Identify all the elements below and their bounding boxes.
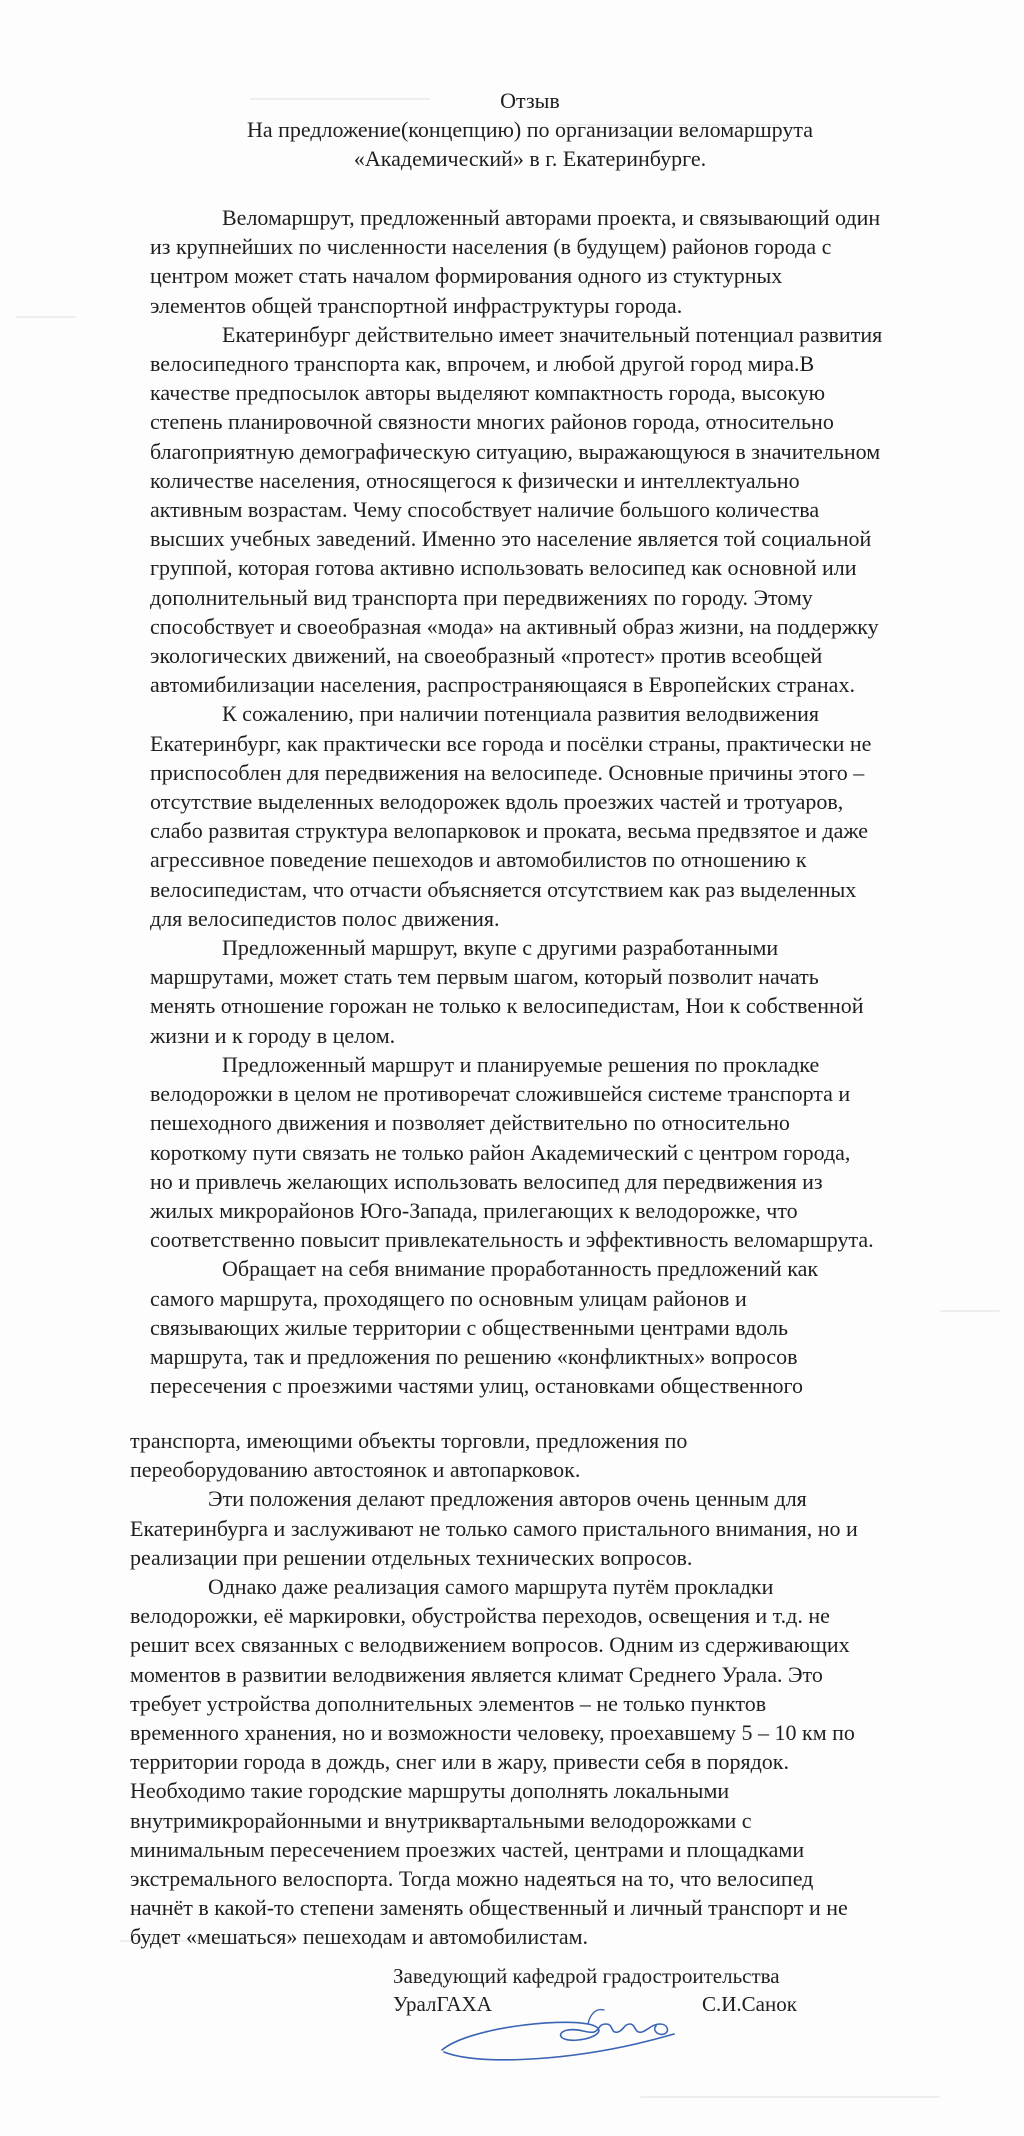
section-1-line	[150, 612, 990, 641]
document-header	[200, 86, 860, 173]
section-1-line	[150, 904, 990, 933]
document-subtitle-line-2: «Академический» в г. Екатеринбурге.	[353, 146, 707, 171]
line-text: Екатеринбург, как практически все города и посёлки страны, практически не	[150, 730, 872, 756]
line-text: отсутствие выделенных велодорожек вдоль проезжих частей и тротуаров,	[150, 789, 844, 815]
section-2-line	[130, 1718, 980, 1747]
section-1-line	[150, 991, 990, 1020]
section-1-line	[150, 466, 990, 495]
line-text: степень планировочной связности многих районов города, относительно	[150, 409, 834, 435]
section-1-line	[150, 203, 990, 232]
line-text: экстремального велоспорта. Тогда можно надеяться на то, что велосипед	[130, 1866, 814, 1892]
line-text: требует устройства дополнительных элементов – не только пунктов	[130, 1690, 767, 1716]
signatory-organization: УралГАХА	[393, 1992, 492, 2016]
section-1-line	[150, 495, 990, 524]
document-title: Отзыв	[500, 88, 560, 113]
section-1-line	[150, 1167, 990, 1196]
line-text: пешеходного движения и позволяет действительно по относительно	[150, 1110, 790, 1136]
line-text: пересечения с проезжими частями улиц, остановками общественного	[150, 1373, 803, 1399]
section-1-line	[150, 729, 990, 758]
line-text: автомибилизации населения, распространяющаяся в Европейских странах.	[150, 672, 855, 698]
body-section-1	[150, 203, 990, 1400]
section-1-line	[150, 524, 990, 553]
section-1-line	[150, 1371, 990, 1400]
scan-artifact	[640, 2096, 940, 2098]
section-1-line	[150, 1196, 990, 1225]
line-text: Обращает на себя внимание проработанность предложений как	[222, 1256, 819, 1282]
section-1-line	[150, 641, 990, 670]
section-1-line	[150, 1284, 990, 1313]
section-2-line	[130, 1426, 980, 1455]
line-text: велодорожки в целом не противоречат сложившейся системе транспорта и	[150, 1081, 851, 1107]
section-1-line	[150, 962, 990, 991]
line-text: самого маршрута, проходящего по основным улицам районов и	[150, 1285, 747, 1311]
section-2-line	[130, 1660, 980, 1689]
section-1-line	[150, 1138, 990, 1167]
line-text: реализации при решении отдельных технических вопросов.	[130, 1544, 693, 1570]
section-1-line	[150, 787, 990, 816]
section-1-line	[150, 875, 990, 904]
line-text: минимальным пересечением проезжих частей, центрами и площадками	[130, 1836, 805, 1862]
line-text: велодорожки, её маркировки, обустройства переходов, освещения и т.д. не	[130, 1603, 830, 1629]
section-1-line	[150, 1254, 990, 1283]
line-text: центром может стать началом формирования одного из стуктурных	[150, 263, 783, 289]
section-2-line	[130, 1922, 980, 1951]
line-text: приспособлен для передвижения на велосипеде. Основные причины этого –	[150, 759, 865, 785]
section-1-line	[150, 261, 990, 290]
section-1-line	[150, 437, 990, 466]
section-1-line	[150, 758, 990, 787]
section-1-line	[150, 1313, 990, 1342]
section-1-line	[150, 349, 990, 378]
section-2-line	[130, 1864, 980, 1893]
signatory-title: Заведующий кафедрой градостроительства	[393, 1964, 780, 1988]
section-1-line	[150, 407, 990, 436]
line-text: из крупнейших по численности населения (в будущем) районов города с	[150, 234, 832, 260]
line-text: велосипедистам, что отчасти объясняется отсутствием как раз выделенных	[150, 876, 857, 902]
section-2-line	[130, 1572, 980, 1601]
line-text: для велосипедистов полос движения.	[150, 905, 500, 931]
line-text: моментов в развитии велодвижения является климат Среднего Урала. Это	[130, 1661, 823, 1687]
line-text: внутримикрорайонными и внутриквартальными велодорожками с	[130, 1807, 752, 1833]
line-text: велосипедного транспорта как, впрочем, и любой другой город мира.В	[150, 351, 815, 377]
section-1-line	[150, 1050, 990, 1079]
section-1-line	[150, 670, 990, 699]
line-text: маршрутами, может стать тем первым шагом, который позволит начать	[150, 964, 819, 990]
signatory-name: С.И.Санок	[702, 1992, 797, 2016]
section-2-line	[130, 1543, 980, 1572]
line-text: Предложенный маршрут, вкупе с другими разработанными	[222, 935, 779, 961]
section-1-line	[150, 291, 990, 320]
scan-artifact	[16, 316, 76, 318]
section-1-line	[150, 583, 990, 612]
section-2-line	[130, 1776, 980, 1805]
section-2-line	[130, 1806, 980, 1835]
line-text: менять отношение горожан не только к велосипедистам, Нои к собственной	[150, 993, 864, 1019]
section-1-line	[150, 1108, 990, 1137]
handwritten-signature	[438, 1988, 688, 2068]
line-text: способствует и своеобразная «мода» на активный образ жизни, на поддержку	[150, 613, 879, 639]
line-text: группой, которая готова активно использовать велосипед как основной или	[150, 555, 857, 581]
line-text: начнёт в какой-то степени заменять общественный и личный транспорт и не	[130, 1895, 848, 1921]
line-text: активным возрастам. Чему способствует наличие большого количества	[150, 497, 820, 523]
line-text: Необходимо такие городские маршруты дополнять локальными	[130, 1778, 730, 1804]
line-text: Эти положения делают предложения авторов очень ценным для	[208, 1486, 807, 1512]
section-2-line	[130, 1601, 980, 1630]
line-text: Предложенный маршрут и планируемые решения по прокладке	[222, 1051, 820, 1077]
line-text: Однако даже реализация самого маршрута путём прокладки	[208, 1574, 774, 1600]
line-text: решит всех связанных с велодвижением вопросов. Одним из сдерживающих	[130, 1632, 850, 1658]
section-2-line	[130, 1835, 980, 1864]
section-1-line	[150, 816, 990, 845]
body-section-2	[130, 1426, 980, 1952]
line-text: будет «мешаться» пешеходам и автомобилистам.	[130, 1924, 589, 1950]
line-text: Веломаршрут, предложенный авторами проекта, и связывающий один	[222, 205, 881, 230]
line-text: слабо развитая структура велопарковок и проката, весьма предвзятое и даже	[150, 818, 869, 844]
line-text: благоприятную демографическую ситуацию, выражающуюся в значительном	[150, 438, 881, 464]
line-text: Екатеринбурга и заслуживают не только самого пристального внимания, но и	[130, 1515, 858, 1541]
line-text: короткому пути связать не только район Академический с центром города,	[150, 1139, 851, 1165]
section-1-line	[150, 699, 990, 728]
section-1-line	[150, 553, 990, 582]
document-subtitle-line-1: На предложение(концепцию) по организации веломаршрута	[246, 117, 814, 142]
line-text: Екатеринбург действительно имеет значительный потенциал развития	[222, 321, 883, 347]
section-1-line	[150, 232, 990, 261]
line-text: но и привлечь желающих использовать велосипед для передвижения из	[150, 1168, 823, 1194]
line-text: агрессивное поведение пешеходов и автомобилистов по отношению к	[150, 847, 807, 873]
section-2-line	[130, 1893, 980, 1922]
section-1-line	[150, 1079, 990, 1108]
section-1-line	[150, 845, 990, 874]
line-text: территории города в дождь, снег или в жару, привести себя в порядок.	[130, 1749, 789, 1775]
section-1-line	[150, 933, 990, 962]
line-text: К сожалению, при наличии потенциала развития велодвижения	[222, 701, 819, 727]
line-text: жилых микрорайонов Юго-Запада, прилегающих к велодорожке, что	[150, 1197, 798, 1223]
line-text: количестве населения, относящегося к физически и интеллектуально	[150, 467, 800, 493]
section-2-line	[130, 1630, 980, 1659]
line-text: переоборудованию автостоянок и автопарковок.	[130, 1457, 581, 1483]
section-2-line	[130, 1747, 980, 1776]
line-text: связывающих жилые территории с общественными центрами вдоль	[150, 1314, 789, 1340]
section-1-line	[150, 378, 990, 407]
section-2-line	[130, 1689, 980, 1718]
line-text: временного хранения, но и возможности человеку, проехавшему 5 – 10 км по	[130, 1720, 855, 1746]
section-1-line	[150, 320, 990, 349]
section-2-line	[130, 1514, 980, 1543]
section-1-line	[150, 1342, 990, 1371]
line-text: экологических движений, на своеобразный «протест» против всеобщей	[150, 643, 823, 669]
line-text: маршрута, так и предложения по решению «конфликтных» вопросов	[150, 1343, 798, 1369]
line-text: элементов общей транспортной инфраструктуры города.	[150, 292, 683, 318]
section-1-line	[150, 1021, 990, 1050]
line-text: дополнительный вид транспорта при передвижениях по городу. Этому	[150, 584, 813, 610]
section-2-line	[130, 1455, 980, 1484]
line-text: транспорта, имеющими объекты торговли, предложения по	[130, 1428, 688, 1453]
line-text: жизни и к городу в целом.	[150, 1022, 396, 1048]
section-1-line	[150, 1225, 990, 1254]
section-2-line	[130, 1484, 980, 1513]
line-text: высших учебных заведений. Именно это население является той социальной	[150, 526, 872, 552]
line-text: качестве предпосылок авторы выделяют компактность города, высокую	[150, 380, 826, 406]
line-text: соответственно повысит привлекательность и эффективность веломаршрута.	[150, 1227, 874, 1253]
